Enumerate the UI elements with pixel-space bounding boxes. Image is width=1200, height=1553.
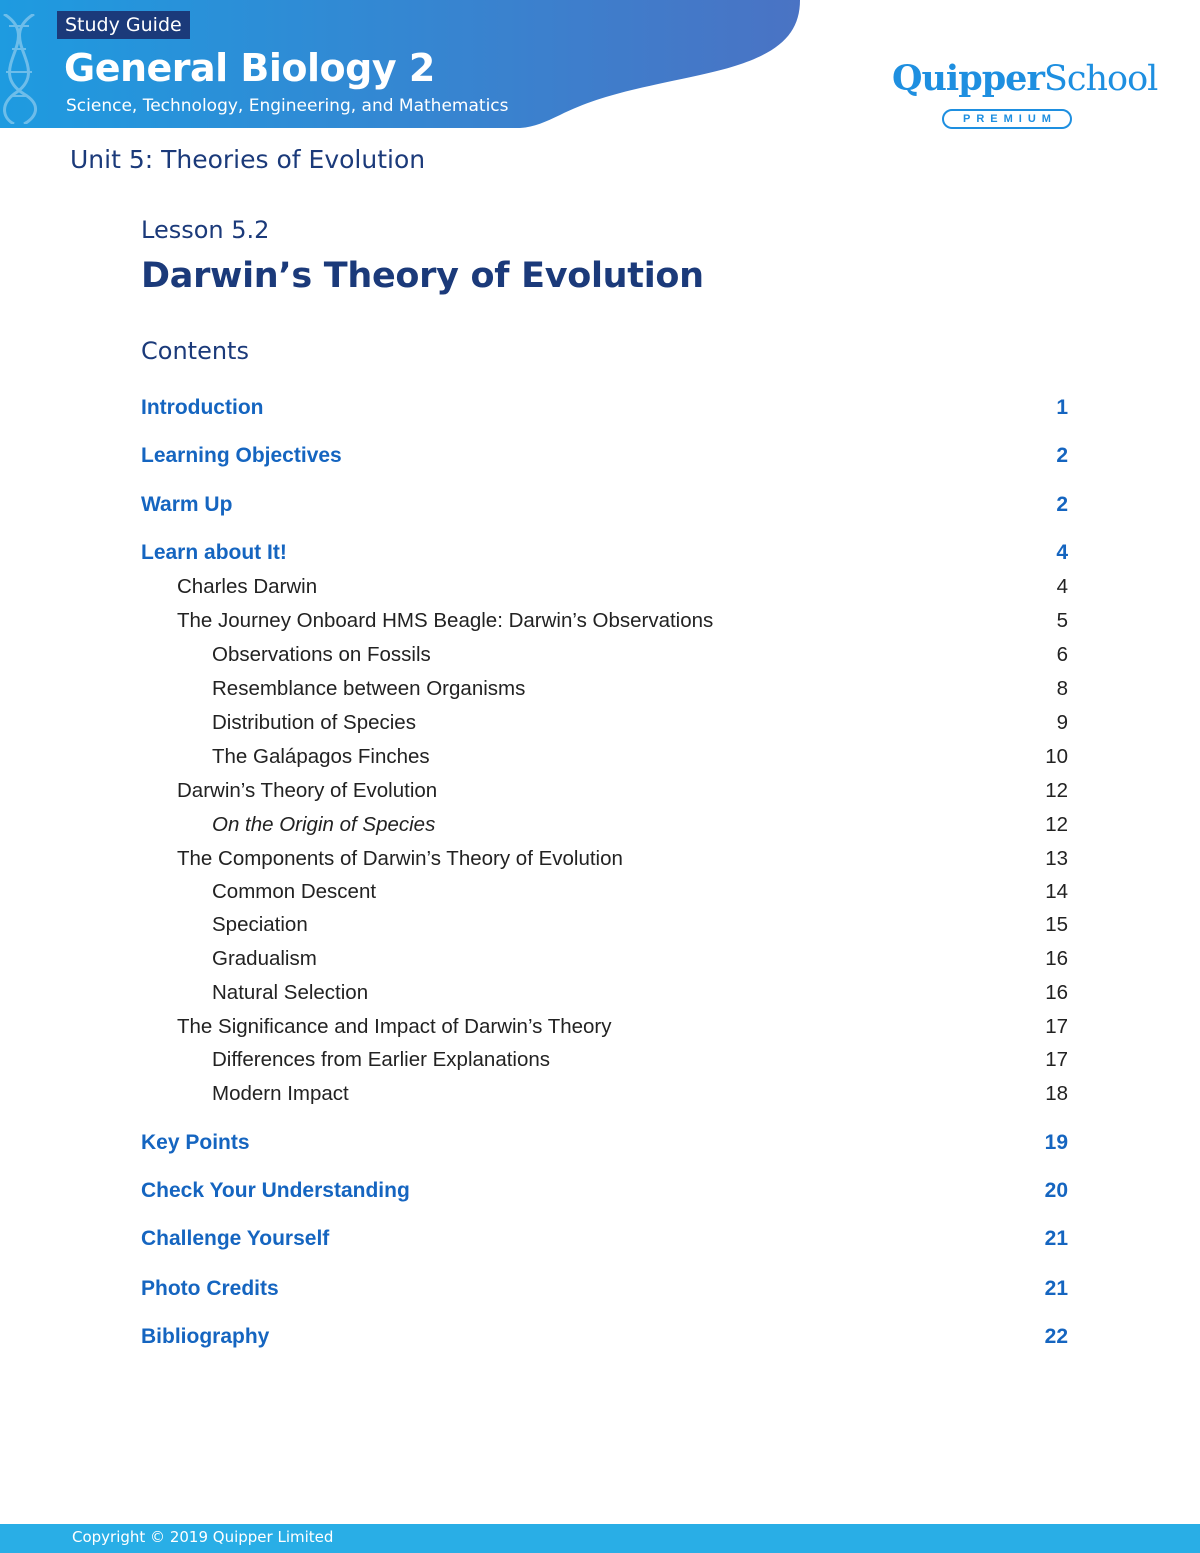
toc-entry-label: Check Your Understanding <box>141 1179 410 1202</box>
toc-entry[interactable] <box>0 1078 1200 1110</box>
contents-heading: Contents <box>141 337 249 365</box>
toc-entry-page: 6 <box>1056 643 1068 666</box>
toc-entry-label: On the Origin of Species <box>212 813 436 836</box>
toc-entry[interactable] <box>0 741 1200 773</box>
course-subtitle: Science, Technology, Engineering, and Mathematics <box>66 96 509 116</box>
lesson-title: Darwin’s Theory of Evolution <box>141 256 704 296</box>
toc-entry-page: 1 <box>1056 396 1068 419</box>
toc-entry-page: 2 <box>1056 493 1068 516</box>
toc-entry-page: 20 <box>1044 1179 1068 1202</box>
footer-bar <box>0 1524 1200 1553</box>
toc-entry-page: 12 <box>1045 779 1068 802</box>
toc-entry-label: Learning Objectives <box>141 444 342 467</box>
toc-entry-page: 9 <box>1056 711 1068 734</box>
toc-entry-label: Charles Darwin <box>177 575 318 598</box>
toc-entry-page: 18 <box>1045 1082 1068 1105</box>
toc-entry[interactable] <box>0 909 1200 941</box>
toc-entry[interactable] <box>0 639 1200 671</box>
lesson-number: Lesson 5.2 <box>141 216 270 244</box>
toc-entry-label: Distribution of Species <box>212 711 416 734</box>
copyright-text: Copyright © 2019 Quipper Limited <box>72 1528 334 1546</box>
toc-entry-label: Common Descent <box>212 880 377 903</box>
toc-entry-label: Gradualism <box>212 947 317 970</box>
toc-entry-page: 16 <box>1045 981 1068 1004</box>
toc-entry-label: The Galápagos Finches <box>212 745 430 768</box>
toc-entry-label: The Journey Onboard HMS Beagle: Darwin’s Observations <box>177 609 714 632</box>
toc-entry[interactable] <box>0 489 1200 521</box>
toc-entry-page: 19 <box>1044 1131 1068 1154</box>
logo-premium-pill: PREMIUM <box>942 109 1072 129</box>
toc-entry-label: Learn about It! <box>141 541 287 564</box>
toc-entry-label: Warm Up <box>141 493 233 516</box>
toc-entry[interactable] <box>0 1273 1200 1305</box>
unit-title: Unit 5: Theories of Evolution <box>70 145 426 174</box>
toc-entry-page: 14 <box>1045 880 1068 903</box>
toc-entry[interactable] <box>0 1321 1200 1353</box>
toc-entry[interactable] <box>0 843 1200 875</box>
course-title: General Biology 2 <box>64 46 435 90</box>
toc-entry[interactable] <box>0 809 1200 841</box>
toc-entry[interactable] <box>0 977 1200 1009</box>
toc-entry-page: 15 <box>1045 913 1068 936</box>
toc-entry-label: Key Points <box>141 1131 250 1154</box>
toc-entry-page: 4 <box>1056 541 1068 564</box>
toc-entry-page: 17 <box>1045 1015 1068 1038</box>
toc-entry-label: Darwin’s Theory of Evolution <box>177 779 438 802</box>
toc-entry[interactable] <box>0 1175 1200 1207</box>
toc-entry-label: Speciation <box>212 913 308 936</box>
logo-brand-regular: School <box>1043 59 1158 99</box>
toc-entry-page: 22 <box>1044 1325 1068 1348</box>
toc-entry-page: 2 <box>1056 444 1068 467</box>
toc-entry-label: Introduction <box>141 396 264 419</box>
toc-entry-page: 8 <box>1056 677 1068 700</box>
toc-entry-label: Resemblance between Organisms <box>212 677 526 700</box>
toc-entry-page: 10 <box>1045 745 1068 768</box>
dna-helix-icon <box>0 14 54 124</box>
logo-wordmark <box>892 58 1157 99</box>
toc-entry-label: Natural Selection <box>212 981 369 1004</box>
toc-entry[interactable] <box>0 673 1200 705</box>
study-guide-badge: Study Guide <box>57 11 190 39</box>
toc-entry-label: The Components of Darwin’s Theory of Evolution <box>177 847 623 870</box>
toc-entry[interactable] <box>0 1044 1200 1076</box>
toc-entry-label: Observations on Fossils <box>212 643 431 666</box>
toc-entry[interactable] <box>0 605 1200 637</box>
toc-entry[interactable] <box>0 876 1200 908</box>
toc-entry[interactable] <box>0 775 1200 807</box>
toc-entry-label: Bibliography <box>141 1325 270 1348</box>
toc-entry[interactable] <box>0 943 1200 975</box>
toc-entry-page: 16 <box>1045 947 1068 970</box>
toc-entry-label: Modern Impact <box>212 1082 349 1105</box>
toc-entry-page: 5 <box>1056 609 1068 632</box>
toc-entry-page: 4 <box>1056 575 1068 598</box>
toc-entry-label: The Significance and Impact of Darwin’s Theory <box>177 1015 612 1038</box>
toc-entry-page: 13 <box>1045 847 1068 870</box>
quipper-school-logo <box>890 56 1158 136</box>
toc-entry[interactable] <box>0 440 1200 472</box>
toc-entry-page: 21 <box>1044 1277 1068 1300</box>
toc-entry-label: Differences from Earlier Explanations <box>212 1048 551 1071</box>
toc-entry[interactable] <box>0 571 1200 603</box>
toc-entry-page: 17 <box>1045 1048 1068 1071</box>
logo-brand-bold: Quipper <box>892 58 1044 99</box>
toc-entry-label: Challenge Yourself <box>141 1227 330 1250</box>
toc-entry-page: 12 <box>1045 813 1068 836</box>
toc-entry[interactable] <box>0 537 1200 569</box>
toc-entry[interactable] <box>0 707 1200 739</box>
toc-entry-page: 21 <box>1044 1227 1068 1250</box>
toc-entry-label: Photo Credits <box>141 1277 279 1300</box>
toc-entry[interactable] <box>0 1127 1200 1159</box>
toc-entry[interactable] <box>0 392 1200 424</box>
toc-entry[interactable] <box>0 1223 1200 1255</box>
toc-entry[interactable] <box>0 1011 1200 1043</box>
